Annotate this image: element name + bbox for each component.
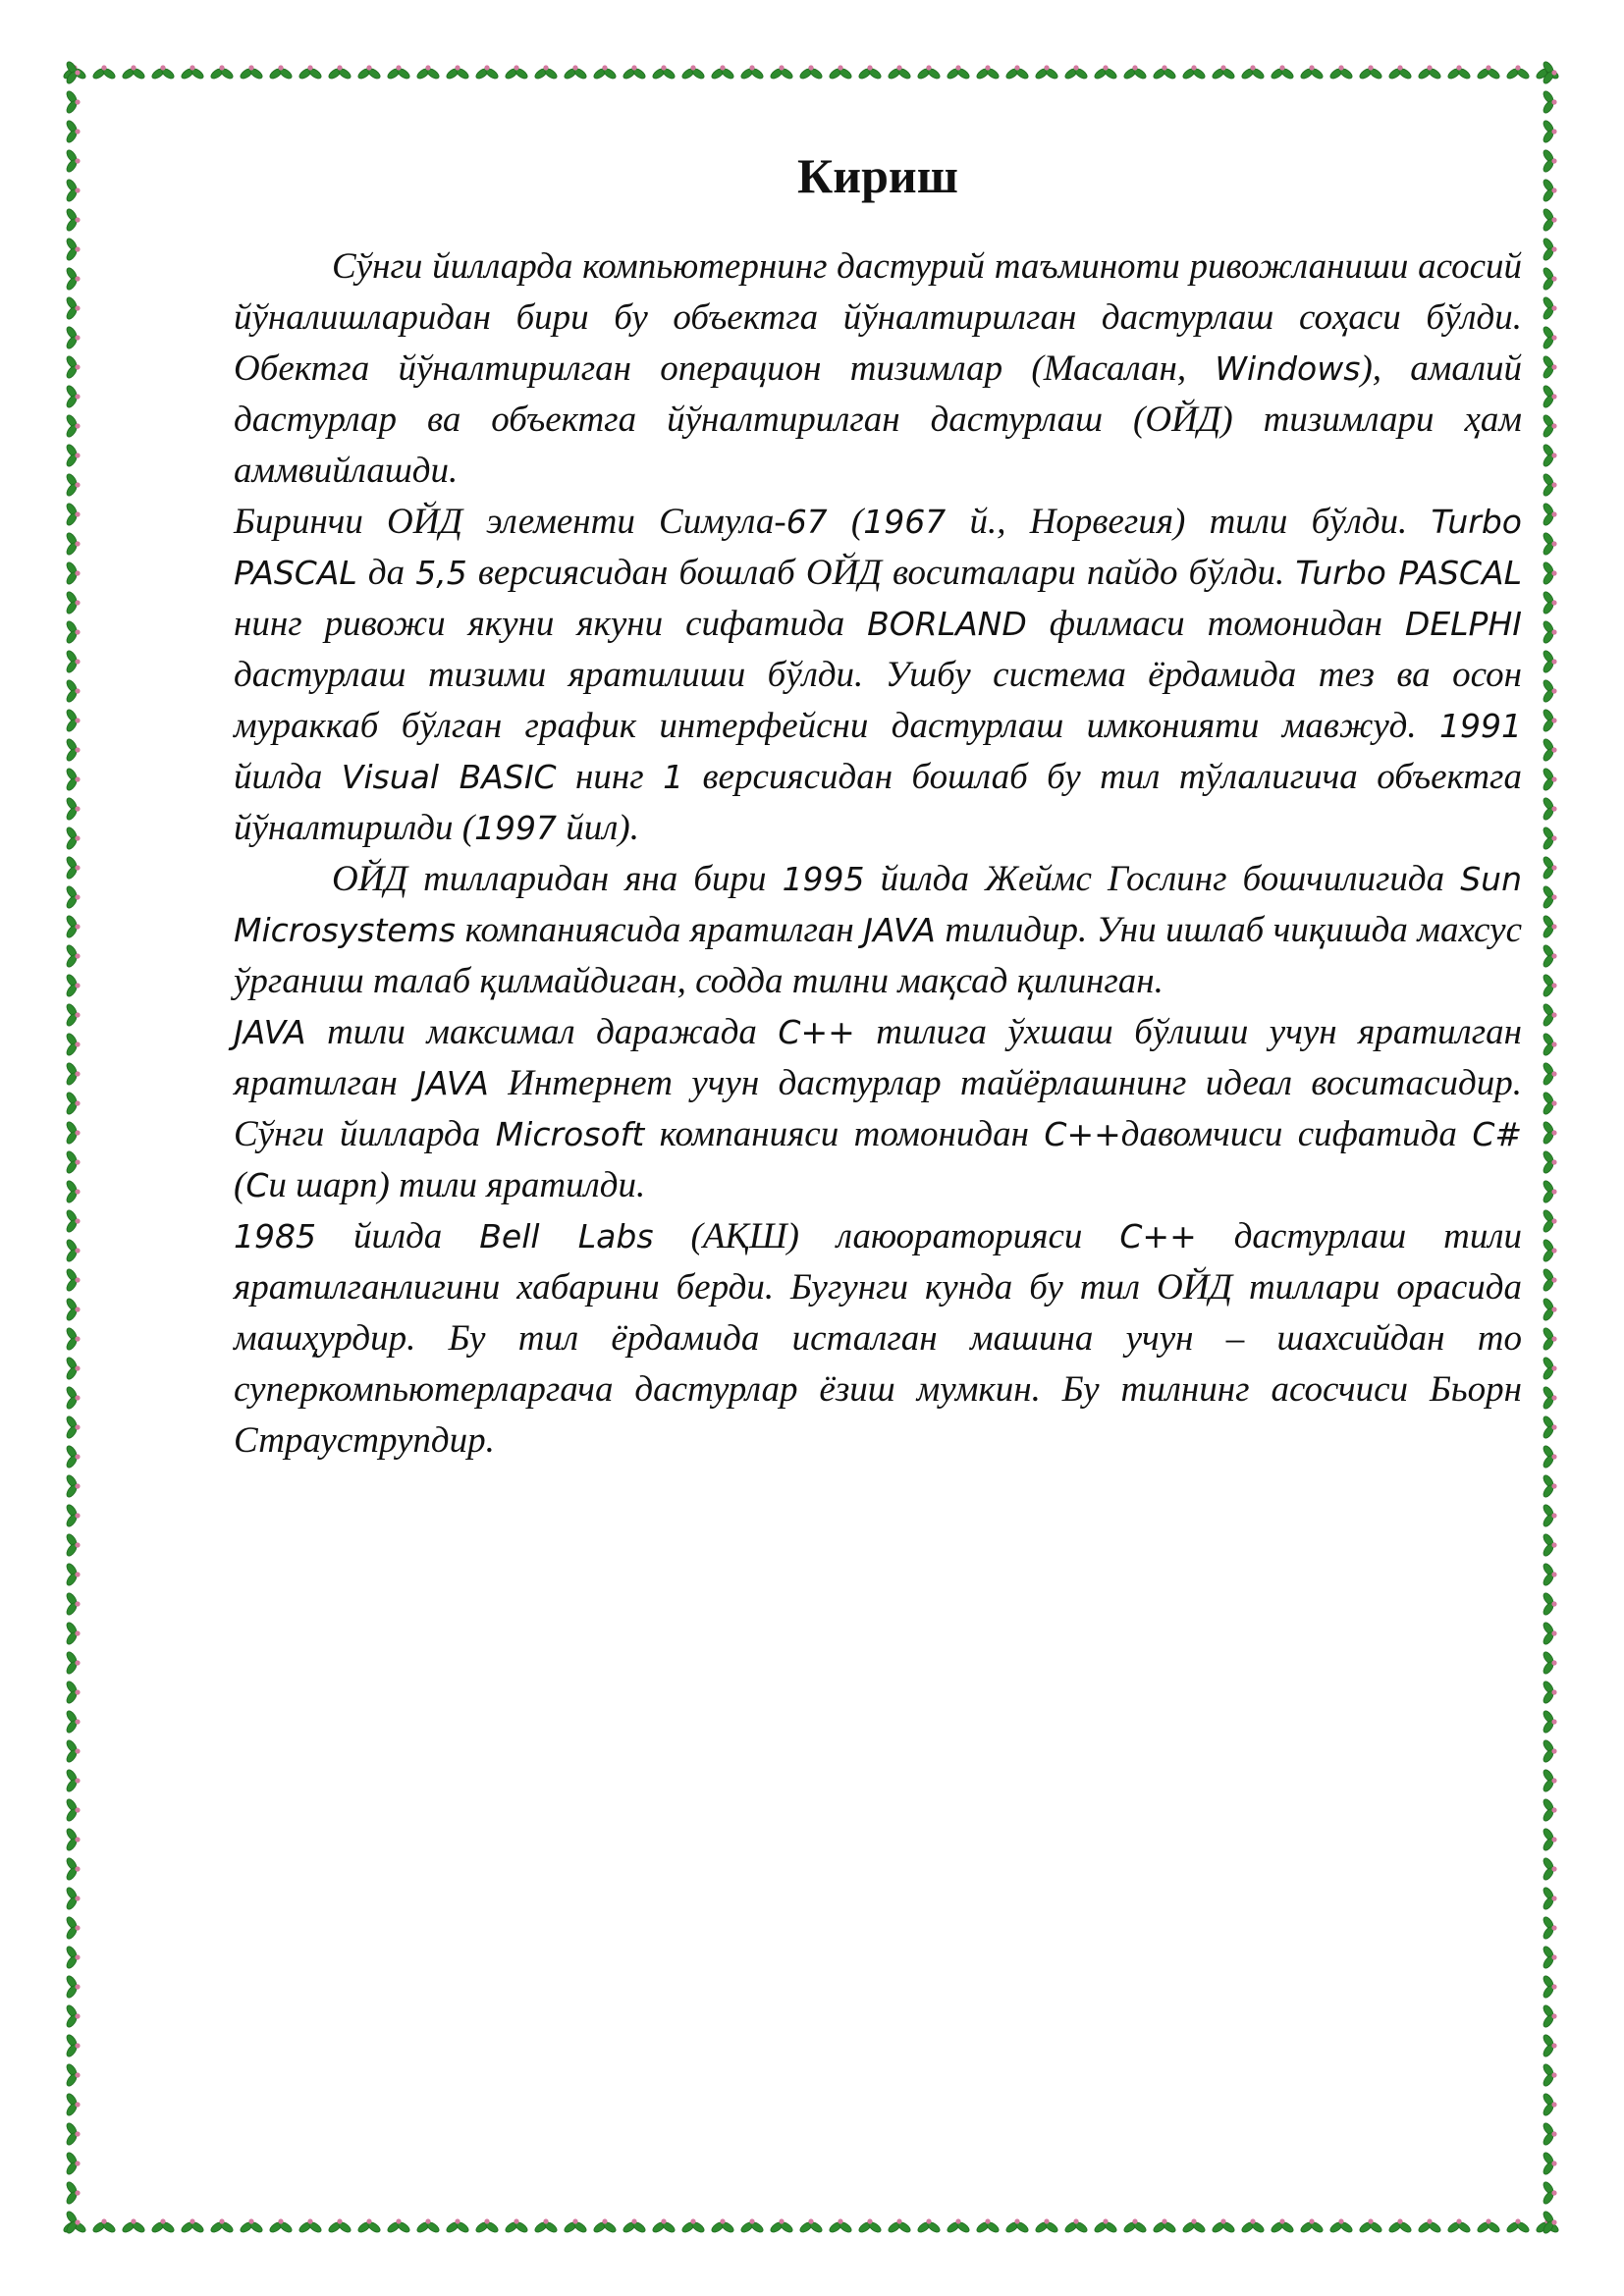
- text-run: C#: [1472, 1115, 1523, 1153]
- text-run: Sun Microsystems: [234, 860, 1522, 949]
- decorative-border-top: [59, 57, 1565, 86]
- text-run: дастурлаш тизими яратилиши бўлди. Ушбу система ёрдамида тез ва осон мураккаб бўлган график интерфейсни дастурлаш имконияти мавжуд.: [234, 655, 1522, 746]
- text-run: филмаси томонидан: [1026, 604, 1405, 644]
- text-run: версиясидан бошлаб бу тил тўлалигича объектга йўналтирилди (: [234, 757, 1522, 848]
- text-run: Microsoft: [495, 1115, 645, 1153]
- text-run: йил).: [557, 808, 640, 848]
- text-run: C: [245, 1166, 269, 1204]
- holly-leaf-icon: [1536, 57, 1565, 2240]
- text-run: 1: [663, 758, 684, 796]
- text-run: 1967: [863, 503, 947, 541]
- paragraph-list: [234, 241, 1522, 1467]
- document-body: [234, 147, 1522, 1467]
- text-run: JAVA: [234, 1013, 306, 1051]
- text-run: C++: [1044, 1115, 1121, 1153]
- text-run: тили максимал даражада: [305, 1012, 779, 1052]
- text-run: JAVA: [416, 1064, 489, 1102]
- text-run: нинг: [556, 757, 664, 797]
- text-run: 67: [785, 503, 828, 541]
- text-run: (: [827, 502, 864, 542]
- text-run: Bell Labs: [479, 1217, 654, 1255]
- text-run: Turbo PASCAL: [234, 503, 1522, 592]
- holly-leaf-icon: [59, 57, 88, 2240]
- text-run: и шарп) тили яратилди.: [268, 1165, 646, 1205]
- text-run: DELPHI: [1404, 605, 1522, 643]
- text-run: Visual BASIC: [341, 758, 557, 796]
- text-run: ), амалий дастурлар ва объектга йўналтирилган дастурлаш (ОЙД) тизимлари ҳам аммвийлашди.: [234, 348, 1522, 491]
- text-run: 1991: [1439, 707, 1522, 745]
- text-run: да: [356, 553, 416, 593]
- text-run: дастурлаш тили яратилганлигини хабарини берди. Бугунги кунда бу тил ОЙД тиллари орасида машҳурдир. Бу тил ёрдамида исталган машина учун – шахсийдан то суперкомпьютерларгача дастурлар ёзиш мумкин. Бу тилнинг асосчиси Бьорн Страуструпдир.: [234, 1216, 1522, 1461]
- text-run: 5,5: [415, 554, 467, 592]
- text-run: 1997: [474, 809, 558, 847]
- text-run: Биринчи ОЙД элементи Симула-: [234, 502, 786, 542]
- text-run: ОЙД тилларидан яна бири: [332, 859, 783, 899]
- text-run: (: [234, 1165, 246, 1205]
- decorative-border-bottom: [59, 2211, 1565, 2240]
- text-run: йилда Жеймс Гослинг бошчилигида: [864, 859, 1461, 899]
- decorative-border-right: [1536, 57, 1565, 2240]
- text-run: Интернет учун дастурлар тайёрлашнинг идеал воситасидир. Сўнги йилларда: [234, 1063, 1522, 1154]
- text-run: 1985: [234, 1217, 316, 1255]
- text-run: C++: [778, 1013, 855, 1051]
- text-run: BORLAND: [867, 605, 1027, 643]
- paragraph: [234, 241, 1522, 497]
- holly-leaf-icon: [59, 2211, 1565, 2240]
- text-run: тилига ўхшаш бўлиши учун яратилган яратилган: [234, 1012, 1522, 1103]
- text-run: 1995: [782, 860, 865, 898]
- text-run: Windows: [1215, 349, 1361, 388]
- holly-leaf-icon: [59, 57, 1565, 86]
- text-run: Сўнги йилларда компьютернинг дастурий таъминоти ривожланиши асосий йўналишларидан бири бу объектга йўналтирилган дастурлаш соҳаси бўлди. Обектга йўналтирилган операцион тизимлар (Масалан,: [234, 246, 1522, 389]
- text-run: йилда: [234, 757, 342, 797]
- paragraph: [234, 497, 1522, 854]
- text-run: JAVA: [863, 911, 936, 949]
- text-run: йилда: [315, 1216, 480, 1256]
- text-run: компаниясида яратилган: [456, 910, 864, 950]
- text-run: тилидир. Уни ишлаб чиқишда махсус ўрганиш талаб қилмайдиган, содда тилни мақсад қилинган.: [234, 910, 1523, 1001]
- page-title: Кириш: [797, 148, 958, 203]
- text-run: версиясидан бошлаб ОЙД воситалари пайдо бўлди.: [466, 553, 1296, 593]
- paragraph: [234, 1211, 1522, 1467]
- text-run: й., Норвегия) тили бўлди.: [946, 502, 1432, 542]
- text-run: давомчиси сифатида: [1120, 1114, 1473, 1154]
- text-run: C++: [1119, 1217, 1197, 1255]
- decorative-border-left: [59, 57, 88, 2240]
- text-run: Turbo PASCAL: [1295, 554, 1522, 592]
- paragraph: [234, 854, 1522, 1007]
- text-run: нинг ривожи якуни якуни сифатида: [234, 604, 868, 644]
- text-run: (АҚШ) лаюораторияси: [653, 1216, 1120, 1256]
- text-run: компанияси томонидан: [644, 1114, 1045, 1154]
- paragraph: [234, 1007, 1522, 1211]
